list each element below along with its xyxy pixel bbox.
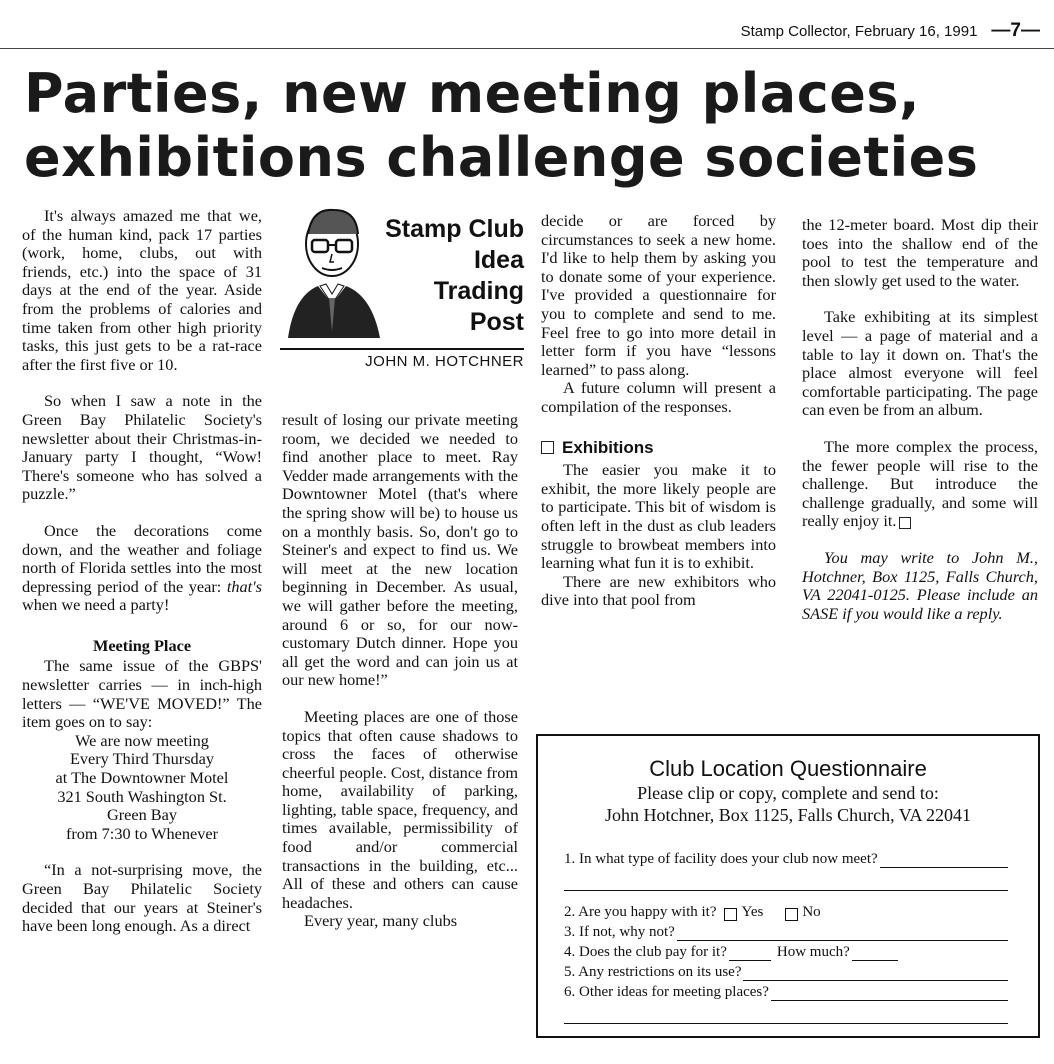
column-title-line: Idea [473,246,524,274]
article-column-3 [541,212,776,610]
answer-line[interactable] [564,1001,1008,1024]
notice-line: Every Third Thursday [69,749,215,769]
notice-line: 321 South Washington St. [57,786,227,806]
article-column-1 [22,207,262,936]
headline-line-1: Parties, new meeting places, [24,62,920,125]
questionnaire-box [536,734,1040,1038]
paragraph: The easier you make it to exhibit, the more likely people are to participate. This bit of wisdom is often left in the dust as club leaders struggle to browbeat members into learning what fun it is to exhibit. [541,460,776,573]
paragraph: the 12-meter board. Most dip their toes into the shallow end of the pool to test the temperature and then slowly get used to the water. [802,215,1038,290]
paragraph: decide or are forced by circumstances to seek a new home. I'd like to help them by asking you to donate some of your experience. I've provided a questionnaire for you to complete and send to me. Feel free to go into more detail in letter form if you have “lessons learned” to pass along. [541,211,776,379]
header-rule [0,48,1054,49]
answer-line[interactable] [564,868,1008,891]
answer-line[interactable] [880,853,1008,868]
article-column-2 [282,411,518,931]
notice-line: Green Bay [106,805,178,825]
paragraph: The same issue of the GBPS' newsletter carries — in inch-high letters — “WE'VE MOVED!” The item goes on to say: [22,656,262,732]
subhead-meeting-place: Meeting Place [92,635,192,655]
subhead-exhibitions [541,439,776,458]
questionnaire-instruction: Please clip or copy, complete and send to: [637,783,939,803]
square-bullet-icon [541,441,554,454]
notice-line: at The Downtowner Motel [55,768,229,788]
questionnaire-title: Club Location Questionnaire [649,756,927,781]
page-header [741,20,1040,42]
paragraph: Take exhibiting at its simplest level — a page of material and a table to lay it down on. That's the place almost everyone will feel comfortable participating. The page can even be from an album. [802,307,1038,420]
question-1: 1. In what type of facility does your club now meet? [564,848,1008,868]
article-column-4 [802,216,1038,623]
paragraph: Meeting places are one of those topics that often cause shadows to cross the faces of otherwise cheerful people. Cost, distance from home, availability of parking, lighting, table space, frequency, and times available, permissibility of food and/or commercial transactions in the building, etc... All of these and others can cause headaches. [282,706,518,912]
headline-line-2: exhibitions challenge societies [24,126,979,189]
author-portrait-illustration [280,200,390,340]
no-checkbox[interactable] [785,908,798,921]
notice-line: We are now meeting [75,730,209,750]
questionnaire-list [564,848,1008,1024]
paragraph: So when I saw a note in the Green Bay Philatelic Society's newsletter about their Christmas-in-January party I thought, “Wow! There's someone who has solved a puzzle.” [22,391,262,504]
contact-note: You may write to John M., Hotchner, Box 1125, Falls Church, VA 22041-0125. Please include an SASE if you would like a reply. [802,547,1038,623]
paragraph: It's always amazed me that we, of the human kind, pack 17 parties (work, home, clubs, out with friends, etc.) into the space of 31 days at the end of the year. Aside from the problems of calories and time taken from other high priority tasks, this just gets to be a rat-race after the first five or 10. [22,206,262,374]
yes-checkbox[interactable] [724,908,737,921]
emphasis: that's [226,576,262,596]
paragraph: “In a not-surprising move, the Green Bay Philatelic Society decided that our years at Steiner's have been long enough. As a direct [22,860,262,936]
question-6: 6. Other ideas for meeting places? [564,981,1008,1001]
end-mark-icon [899,517,911,529]
no-label: No [802,904,821,920]
headline [24,62,1034,190]
yes-label: Yes [741,904,764,920]
column-title [385,214,524,338]
meeting-notice [22,732,262,844]
page-number: —7— [991,20,1040,41]
paragraph: result of losing our private meeting room, we decided we needed to find another place to meet. Ray Vedder made arrangements with the Downtowner Motel (that's where the spring show will be) to house us on a monthly basis. So, don't go to Steiner's and expect to find us. We will meet at the new location beginning in December. As usual, we will gather before the meeting, around 6 or so, for our now-customary Dutch dinner. Hope you all get the word and can join us at our new home!” [282,410,518,690]
author-byline: JOHN M. HOTCHNER [280,348,524,370]
questionnaire-address: John Hotchner, Box 1125, Falls Church, VA 22041 [605,805,971,825]
publication-line: Stamp Collector, February 16, 1991 [740,22,978,40]
paragraph: Every year, many clubs [304,911,458,931]
answer-line[interactable] [743,966,1008,981]
column-logo [280,200,524,370]
paragraph: A future column will present a compilation of the responses. [541,378,776,416]
column-title-line: Stamp Club [385,215,524,243]
paragraph: The more complex the process, the fewer people will rise to the challenge. But introduce the challenge gradually, and some will really enjoy it. [802,436,1038,531]
question-2: 2. Are you happy with it? Yes No [564,904,821,920]
answer-line[interactable] [852,946,898,961]
answer-line[interactable] [677,926,1008,941]
notice-line: from 7:30 to Whenever [65,823,219,843]
answer-line[interactable] [771,986,1008,1001]
question-4: 4. Does the club pay for it? How much? [564,941,1008,961]
column-title-line: Post [469,308,524,336]
question-3: 3. If not, why not? [564,921,1008,941]
column-title-line: Trading [433,277,524,305]
answer-line[interactable] [729,946,771,961]
paragraph: Once the decorations come down, and the weather and foliage north of Florida settles into the most depressing period of the year: that's when we need a party! [22,520,262,615]
subhead-text: Exhibitions [562,437,654,457]
paragraph: There are new exhibitors who dive into that pool from [541,571,776,610]
question-5: 5. Any restrictions on its use? [564,961,1008,981]
